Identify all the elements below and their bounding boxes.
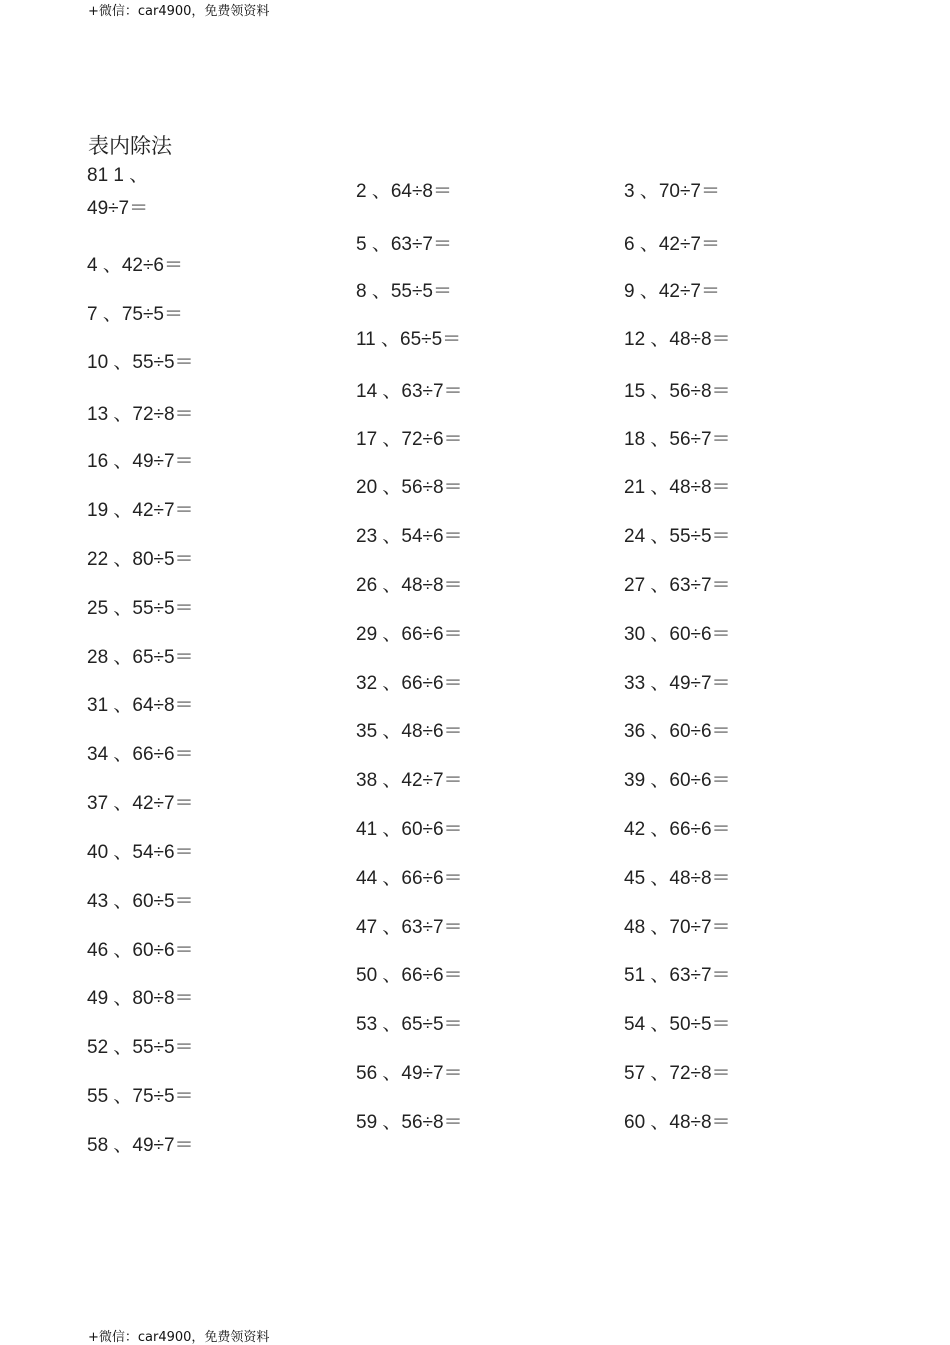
problem-31: 31 、64÷8＝	[87, 695, 194, 716]
header-watermark: +微信：car4900，免费领资料	[88, 4, 270, 19]
problem-59: 59 、56÷8＝	[356, 1112, 463, 1133]
problem-36: 36 、60÷6＝	[624, 721, 731, 742]
problem-28: 28 、65÷5＝	[87, 647, 194, 668]
problem-60: 60 、48÷8＝	[624, 1112, 731, 1133]
problem-23: 23 、54÷6＝	[356, 526, 463, 547]
problem-32: 32 、66÷6＝	[356, 673, 463, 694]
problem-18: 18 、56÷7＝	[624, 429, 731, 450]
problem-25: 25 、55÷5＝	[87, 598, 194, 619]
problem-13: 13 、72÷8＝	[87, 404, 194, 425]
problem-1: 49÷7＝	[87, 198, 149, 219]
problem-6: 6 、42÷7＝	[624, 234, 720, 255]
problem-38: 38 、42÷7＝	[356, 770, 463, 791]
problem-54: 54 、50÷5＝	[624, 1014, 731, 1035]
problem-58: 58 、49÷7＝	[87, 1135, 194, 1156]
problem-10: 10 、55÷5＝	[87, 352, 194, 373]
problem-14: 14 、63÷7＝	[356, 381, 463, 402]
problem-39: 39 、60÷6＝	[624, 770, 731, 791]
problem-33: 33 、49÷7＝	[624, 673, 731, 694]
problem-22: 22 、80÷5＝	[87, 549, 194, 570]
problem-29: 29 、66÷6＝	[356, 624, 463, 645]
problem-44: 44 、66÷6＝	[356, 868, 463, 889]
problem-41: 41 、60÷6＝	[356, 819, 463, 840]
problem-12: 12 、48÷8＝	[624, 329, 731, 350]
problem-35: 35 、48÷6＝	[356, 721, 463, 742]
problem-15: 15 、56÷8＝	[624, 381, 731, 402]
problem-11: 11 、65÷5＝	[356, 329, 462, 350]
problem-50: 50 、66÷6＝	[356, 965, 463, 986]
problem-20: 20 、56÷8＝	[356, 477, 463, 498]
problem-55: 55 、75÷5＝	[87, 1086, 194, 1107]
problem-4: 4 、42÷6＝	[87, 255, 183, 276]
problem-49: 49 、80÷8＝	[87, 988, 194, 1009]
page-title: 表内除法	[88, 134, 172, 158]
problem-45: 45 、48÷8＝	[624, 868, 731, 889]
problem-8: 8 、55÷5＝	[356, 281, 452, 302]
problem-9: 9 、42÷7＝	[624, 281, 720, 302]
problem-37: 37 、42÷7＝	[87, 793, 194, 814]
problem-53: 53 、65÷5＝	[356, 1014, 463, 1035]
problem-30: 30 、60÷6＝	[624, 624, 731, 645]
problem-1-label: 81 1 、	[87, 165, 149, 186]
problem-17: 17 、72÷6＝	[356, 429, 463, 450]
problem-43: 43 、60÷5＝	[87, 891, 194, 912]
problem-27: 27 、63÷7＝	[624, 575, 731, 596]
problem-26: 26 、48÷8＝	[356, 575, 463, 596]
problem-21: 21 、48÷8＝	[624, 477, 731, 498]
problem-19: 19 、42÷7＝	[87, 500, 194, 521]
problem-2: 2 、64÷8＝	[356, 181, 452, 202]
problem-48: 48 、70÷7＝	[624, 917, 731, 938]
problem-57: 57 、72÷8＝	[624, 1063, 731, 1084]
problem-34: 34 、66÷6＝	[87, 744, 194, 765]
problem-47: 47 、63÷7＝	[356, 917, 463, 938]
footer-watermark: +微信：car4900，免费领资料	[88, 1330, 270, 1345]
problem-40: 40 、54÷6＝	[87, 842, 194, 863]
problem-3: 3 、70÷7＝	[624, 181, 720, 202]
problem-56: 56 、49÷7＝	[356, 1063, 463, 1084]
problem-24: 24 、55÷5＝	[624, 526, 731, 547]
problem-52: 52 、55÷5＝	[87, 1037, 194, 1058]
problem-46: 46 、60÷6＝	[87, 940, 194, 961]
problem-5: 5 、63÷7＝	[356, 234, 452, 255]
problem-51: 51 、63÷7＝	[624, 965, 731, 986]
problem-42: 42 、66÷6＝	[624, 819, 731, 840]
problem-16: 16 、49÷7＝	[87, 451, 194, 472]
problem-7: 7 、75÷5＝	[87, 304, 183, 325]
